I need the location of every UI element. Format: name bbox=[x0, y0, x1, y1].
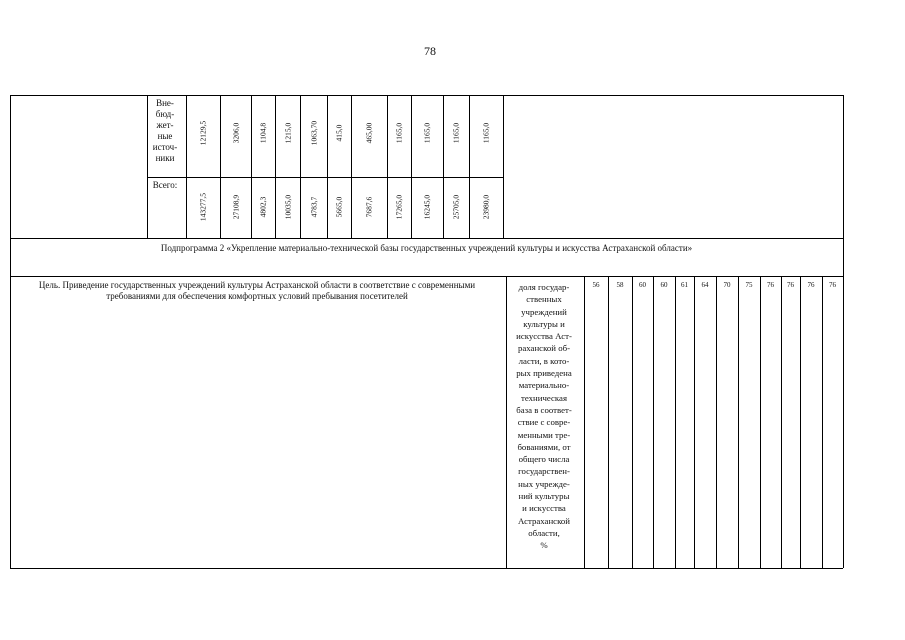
grid-line bbox=[275, 95, 276, 238]
funding-value-cell: 17265,0 bbox=[394, 194, 404, 220]
funding-value-cell: 4802,3 bbox=[258, 196, 268, 218]
grid-line bbox=[300, 95, 301, 238]
table-right-edge bbox=[843, 95, 844, 276]
grid-line bbox=[443, 95, 444, 238]
section-line bbox=[10, 276, 843, 277]
indicator-value-cell: 56 bbox=[592, 281, 600, 289]
funding-value-cell: 12129,5 bbox=[198, 120, 208, 146]
funding-value-cell: 1165,0 bbox=[422, 122, 432, 144]
indicator-value-cell: 76 bbox=[787, 281, 794, 289]
indicator-value-cell: 60 bbox=[660, 281, 668, 289]
grid-line bbox=[147, 177, 503, 178]
indicator-value-cell: 75 bbox=[745, 281, 753, 289]
indicator-value-cell: 76 bbox=[807, 281, 815, 289]
funding-value-cell: 1215,0 bbox=[283, 122, 292, 144]
grid-line bbox=[822, 276, 823, 568]
grid-line bbox=[760, 276, 761, 568]
grid-line bbox=[220, 95, 221, 238]
funding-value-cell: 415,0 bbox=[334, 124, 344, 142]
grid-line bbox=[781, 276, 782, 568]
grid-line bbox=[716, 276, 717, 568]
grid-line bbox=[387, 95, 388, 238]
grid-line bbox=[584, 276, 585, 568]
funding-value-cell: 1165,0 bbox=[481, 122, 491, 144]
grid-line bbox=[653, 276, 654, 568]
funding-value-cell: 7687,6 bbox=[364, 196, 374, 218]
grid-line bbox=[800, 276, 801, 568]
goal-text: Цель. Приведение государственных учреждений культуры Астраханской области в соответствие с современными требованиями для обеспечения комфортных условий пребывания посетителей bbox=[38, 280, 476, 301]
indicator-value-cell: 60 bbox=[639, 281, 646, 289]
grid-line bbox=[186, 95, 187, 238]
grid-line bbox=[608, 276, 609, 568]
grid-line bbox=[738, 276, 739, 568]
funding-value-cell: 1063,70 bbox=[309, 120, 318, 146]
funding-value-cell: 1165,0 bbox=[394, 122, 404, 144]
indicator-name: доля государ- ственных учреждений культуры и искусства Аст- раханской об- ласти, в кото- рых приведена материально- техническая база в соответ- ствие с совре- менными тре- бованиями, от общего числа государствен- ных учрежде- ний культуры и искусства Астраханской области, % bbox=[516, 282, 572, 551]
funding-value-cell: 3206,0 bbox=[231, 122, 240, 144]
grid-line bbox=[694, 276, 695, 568]
grid-line bbox=[632, 276, 633, 568]
table-top-line bbox=[10, 95, 843, 96]
indicator-value-cell: 64 bbox=[701, 281, 709, 289]
funding-value-cell: 25705,0 bbox=[451, 194, 461, 220]
indicator-value-cell: 58 bbox=[616, 281, 624, 289]
indicator-value-cell: 76 bbox=[767, 281, 774, 289]
grid-line bbox=[327, 95, 328, 238]
page-number: 78 bbox=[424, 44, 436, 58]
funding-value-cell: 16245,0 bbox=[422, 194, 432, 220]
subprogram-title: Подпрограмма 2 «Укрепление материально-технической базы государственных учреждений культуры и искусства Астраханской области» bbox=[160, 243, 693, 253]
funding-value-cell: 1104,8 bbox=[258, 122, 268, 144]
funding-value-cell: 4783,7 bbox=[309, 196, 318, 218]
funding-source-label-total: Всего: bbox=[152, 180, 178, 190]
grid-line bbox=[351, 95, 352, 238]
table-bottom-line bbox=[10, 568, 843, 569]
section-line bbox=[10, 238, 843, 239]
funding-source-label-offbudget: Вне- бюд- жет- ные источ- ники bbox=[152, 98, 178, 163]
indicator-value-cell: 70 bbox=[723, 281, 731, 289]
funding-value-cell: 10035,0 bbox=[283, 194, 292, 220]
funding-value-cell: 465,00 bbox=[364, 122, 374, 144]
funding-value-cell: 23980,0 bbox=[481, 194, 491, 220]
indicator-value-cell: 61 bbox=[681, 281, 688, 289]
grid-line bbox=[675, 276, 676, 568]
indicator-value-cell: 76 bbox=[829, 281, 836, 289]
grid-line bbox=[503, 95, 504, 238]
grid-line bbox=[10, 276, 11, 568]
grid-line bbox=[843, 276, 844, 568]
funding-value-cell: 1165,0 bbox=[451, 122, 461, 144]
grid-line bbox=[411, 95, 412, 238]
funding-value-cell: 5665,0 bbox=[334, 196, 344, 218]
grid-line bbox=[251, 95, 252, 238]
funding-value-cell: 27108,9 bbox=[231, 194, 240, 220]
grid-line bbox=[506, 276, 507, 568]
funding-value-cell: 143277,5 bbox=[198, 192, 208, 222]
grid-line bbox=[469, 95, 470, 238]
